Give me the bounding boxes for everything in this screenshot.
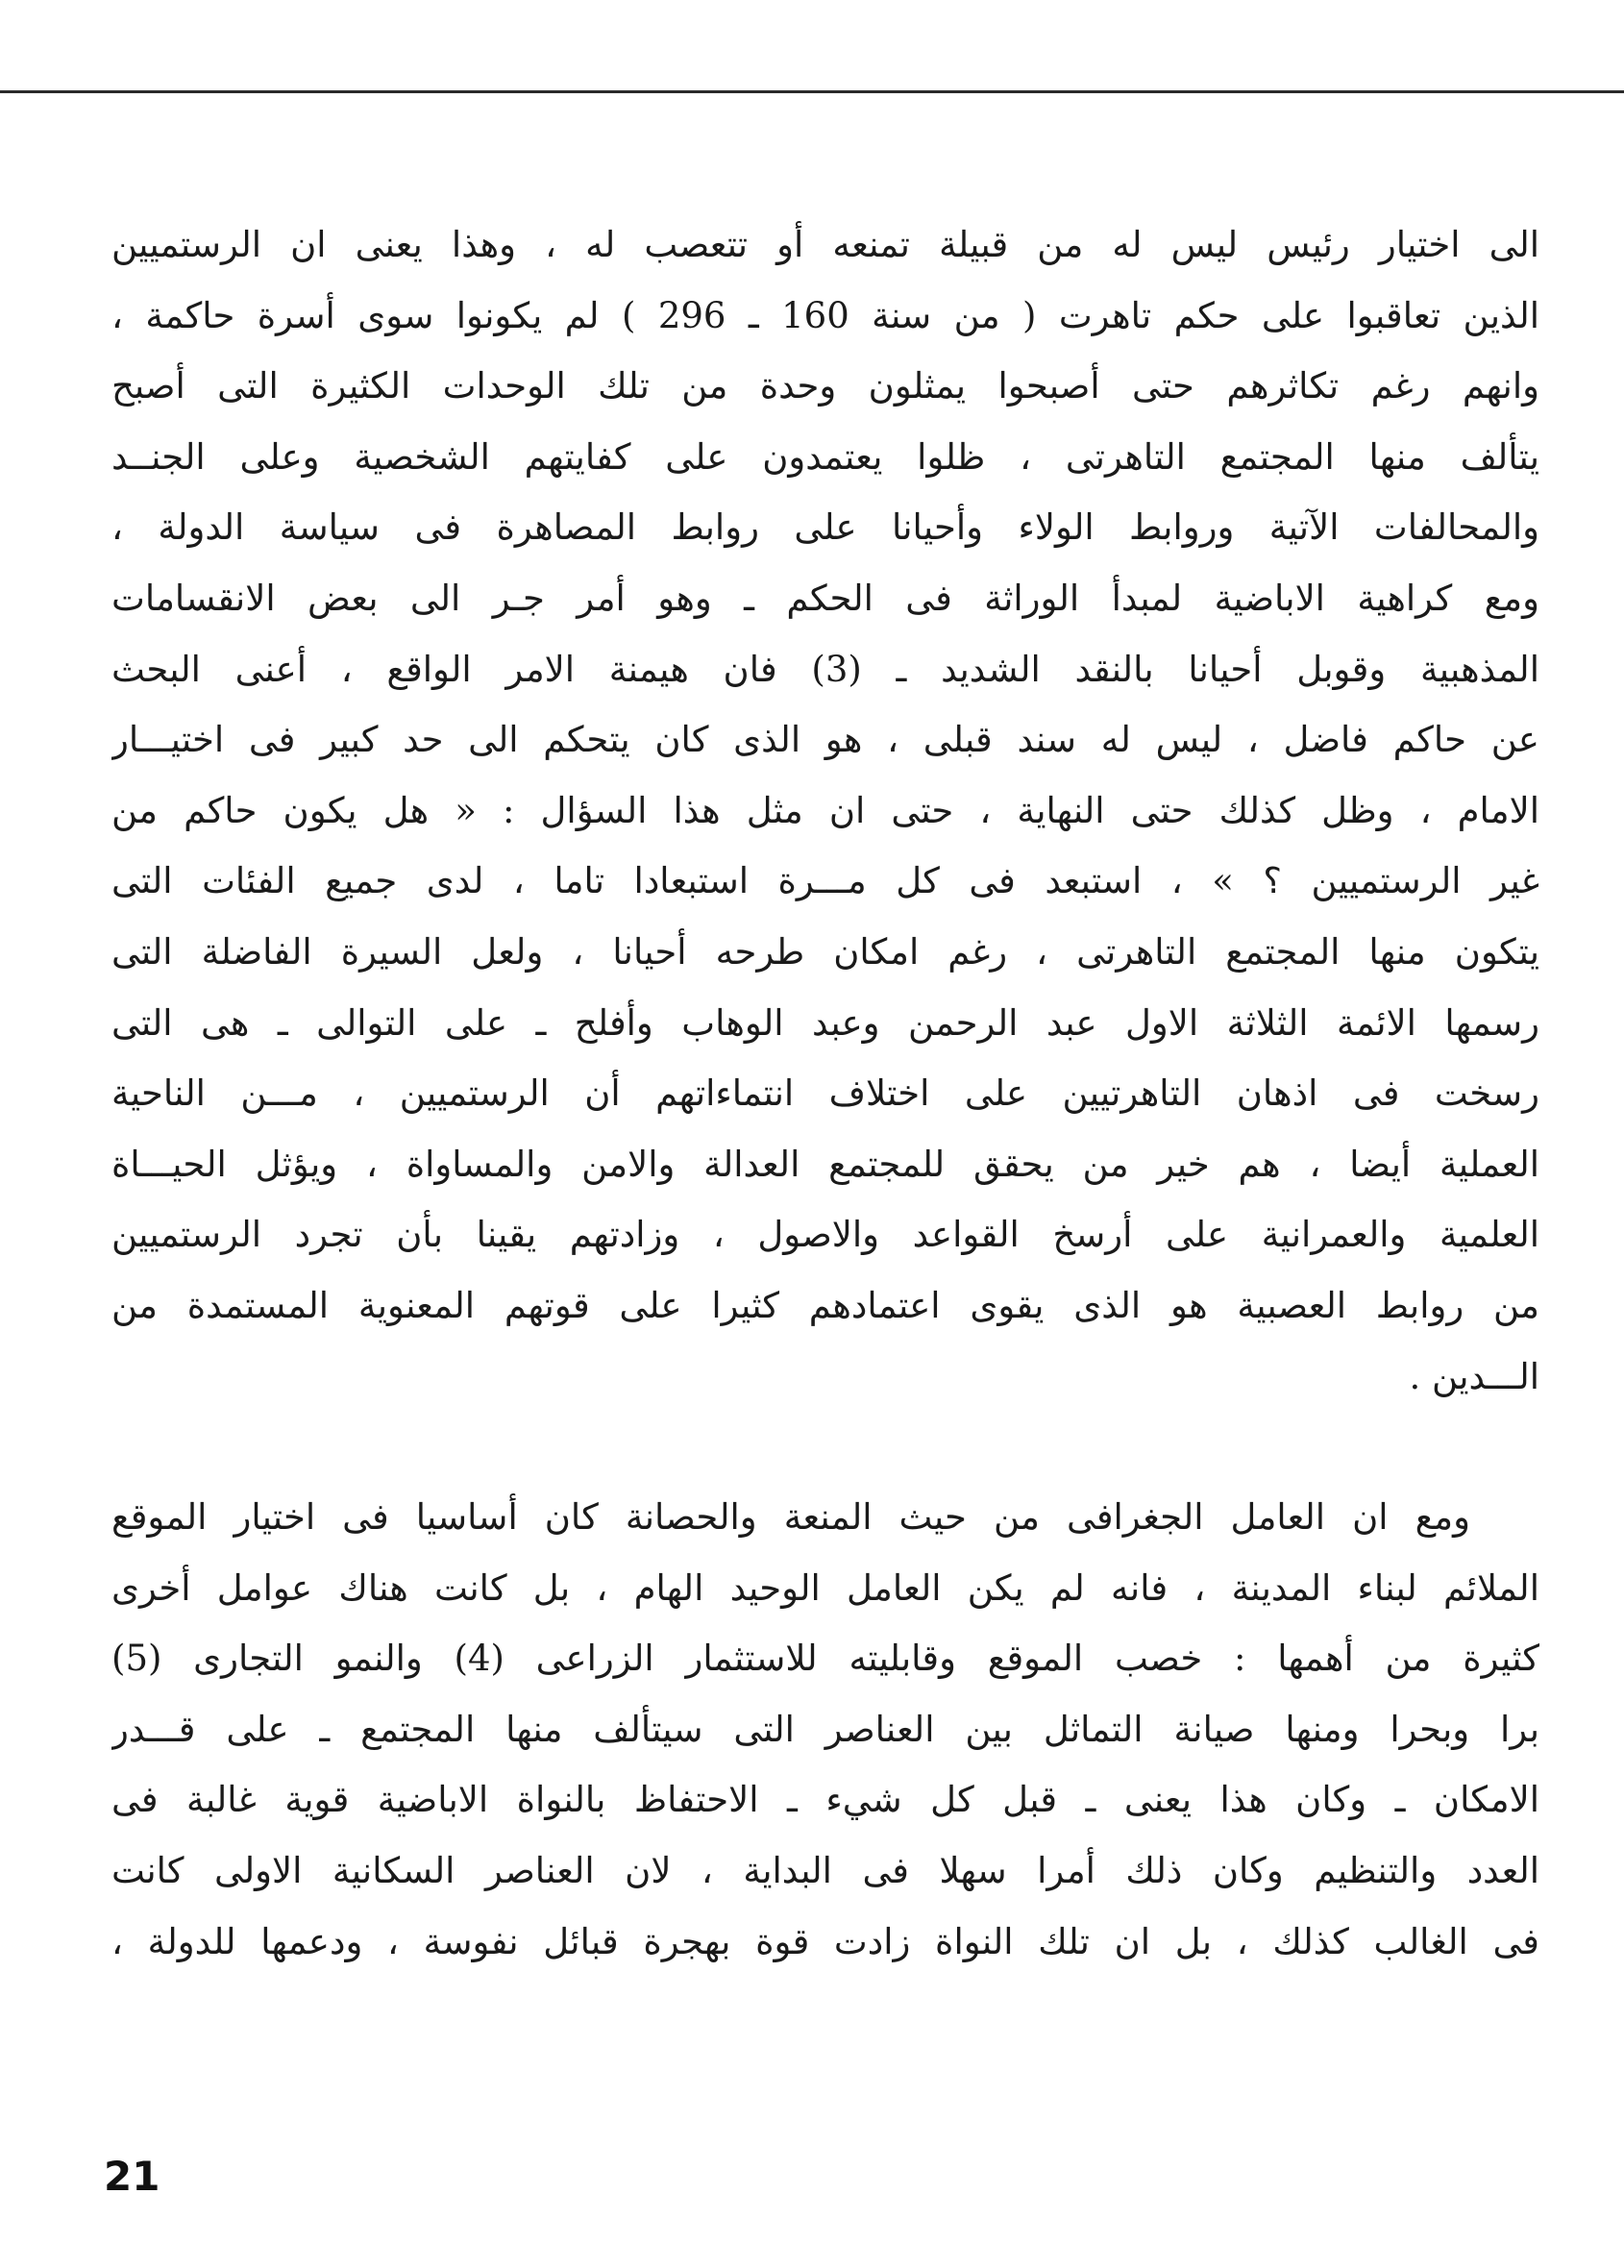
text-line: الذين تعاقبوا على حكم تاهرت ( من سنة 160 ـ 296 ) لم يكونوا سوى أسرة حاكمة ، — [111, 294, 1539, 336]
text-line: الملائم لبناء المدينة ، فانه لم يكن العامل الوحيد الهام ، بل كانت هناك عوامل أخرى — [111, 1566, 1539, 1609]
text-line: الى اختيار رئيس ليس له من قبيلة تمنعه أو تتعصب له ، وهذا يعنى ان الرستميين — [111, 224, 1539, 265]
paragraph-1 — [111, 210, 1539, 1412]
page-number: 21 — [104, 2153, 160, 2200]
text-line: يتألف منها المجتمع التاهرتى ، ظلوا يعتمدون على كفايتهم الشخصية وعلى الجنــد — [111, 435, 1539, 478]
text-line: غير الرستميين ؟ » ، استبعد فى كل مـــرة استبعادا تاما ، لدى جميع الفئات التى — [111, 860, 1539, 902]
text-line: العلمية والعمرانية على أرسخ القواعد والاصول ، وزادتهم يقينا بأن تجرد الرستميين — [111, 1214, 1539, 1256]
text-line: الامكان ـ وكان هذا يعنى ـ قبل كل شيء ـ الاحتفاظ بالنواة الاباضية قوية غالبة فى — [111, 1779, 1539, 1821]
text-line: رسخت فى اذهان التاهرتيين على اختلاف انتماءاتهم أن الرستميين ، مـــن الناحية — [111, 1072, 1539, 1115]
text-line: كثيرة من أهمها : خصب الموقع وقابليته للاستثمار الزراعى (4) والنمو التجارى (5) — [111, 1638, 1539, 1680]
text-line: ومع ان العامل الجغرافى من حيث المنعة والحصانة كان أساسيا فى اختيار الموقع — [111, 1496, 1470, 1538]
text-line: العدد والتنظيم وكان ذلك أمرا سهلا فى البداية ، لان العناصر السكانية الاولى كانت — [111, 1849, 1539, 1891]
text-line: الامام ، وظل كذلك حتى النهاية ، حتى ان مثل هذا السؤال : « هل يكون حاكم من — [111, 789, 1539, 831]
text-line: رسمها الائمة الثلاثة الاول عبد الرحمن وعبد الوهاب وأفلح ـ على التوالى ـ هى التى — [111, 1001, 1539, 1044]
text-line: يتكون منها المجتمع التاهرتى ، رغم امكان طرحه أحيانا ، ولعل السيرة الفاضلة التى — [111, 930, 1539, 973]
text-line: فى الغالب كذلك ، بل ان تلك النواة زادت قوة بهجرة قبائل نفوسة ، ودعمها للدولة ، — [111, 1920, 1539, 1962]
text-line: وانهم رغم تكاثرهم حتى أصبحوا يمثلون وحدة من تلك الوحدات الكثيرة التى أصبح — [111, 365, 1539, 407]
text-line: المذهبية وقوبل أحيانا بالنقد الشديد ـ (3) فان هيمنة الامر الواقع ، أعنى البحث — [111, 648, 1539, 690]
top-rule — [0, 90, 1624, 93]
text-line: عن حاكم فاضل ، ليس له سند قبلى ، هو الذى كان يتحكم الى حد كبير فى اختيـــار — [111, 719, 1539, 761]
text-line: برا وبحرا ومنها صيانة التماثل بين العناصر التى سيتألف منها المجتمع ـ على قـــدر — [111, 1708, 1539, 1750]
paragraph-2 — [111, 1482, 1539, 1977]
text-line: ومع كراهية الاباضية لمبدأ الوراثة فى الحكم ـ وهو أمر جـر الى بعض الانقسامات — [111, 577, 1539, 619]
text-line: الـــدين . — [1409, 1355, 1539, 1397]
text-line: والمحالفات الآتية وروابط الولاء وأحيانا على روابط المصاهرة فى سياسة الدولة ، — [111, 506, 1539, 549]
text-line: من روابط العصبية هو الذى يقوى اعتمادهم كثيرا على قوتهم المعنوية المستمدة من — [111, 1284, 1539, 1326]
text-line: العملية أيضا ، هم خير من يحقق للمجتمع العدالة والامن والمساواة ، ويؤثل الحيـــاة — [111, 1143, 1539, 1185]
